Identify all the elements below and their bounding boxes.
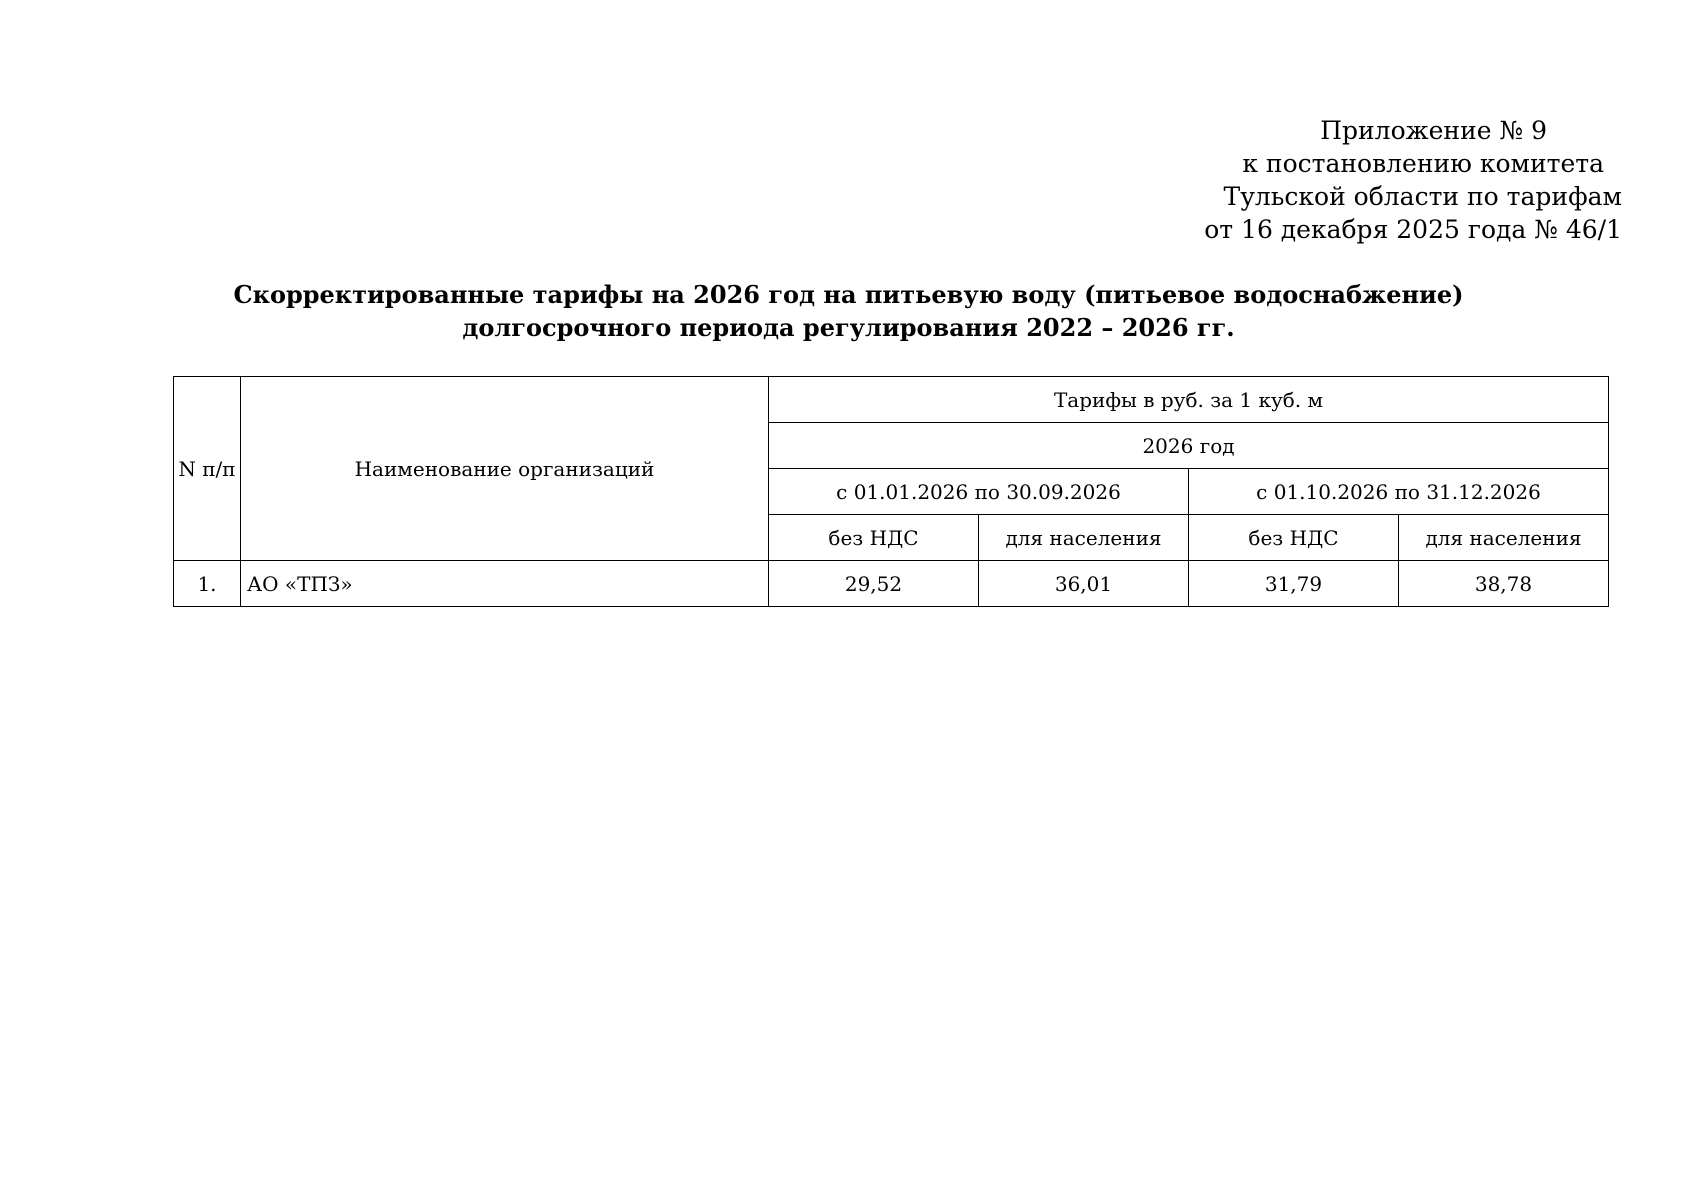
header-period-1: с 01.01.2026 по 30.09.2026	[769, 469, 1189, 515]
header-num: N п/п	[174, 377, 241, 561]
header-period-2-population: для населения	[1399, 515, 1609, 561]
row-period-2-no-vat: 31,79	[1189, 561, 1399, 607]
appendix-number: Приложение № 9	[1320, 116, 1547, 145]
appendix-date: от 16 декабря 2025 года № 46/1	[1204, 215, 1622, 244]
header-year: 2026 год	[769, 423, 1609, 469]
document-title	[0, 278, 1697, 344]
document-title-line-1: Скорректированные тарифы на 2026 год на питьевую воду (питьевое водоснабжение)	[233, 280, 1464, 309]
appendix-reference: к постановлению комитета	[1242, 149, 1604, 178]
row-period-2-population: 38,78	[1399, 561, 1609, 607]
header-period-2: с 01.10.2026 по 31.12.2026	[1189, 469, 1609, 515]
header-organization-name: Наименование организаций	[241, 377, 769, 561]
row-num: 1.	[174, 561, 241, 607]
tariffs-table	[173, 376, 1609, 607]
header-period-1-population: для населения	[979, 515, 1189, 561]
row-period-1-no-vat: 29,52	[769, 561, 979, 607]
row-organization-name: АО «ТПЗ»	[241, 561, 769, 607]
header-tariffs: Тарифы в руб. за 1 куб. м	[769, 377, 1609, 423]
appendix-committee: Тульской области по тарифам	[1223, 182, 1622, 211]
table-row	[174, 561, 1609, 607]
header-period-1-no-vat: без НДС	[769, 515, 979, 561]
appendix-header	[1022, 114, 1622, 246]
document-title-line-2: долгосрочного периода регулирования 2022 – 2026 гг.	[462, 313, 1235, 342]
header-period-2-no-vat: без НДС	[1189, 515, 1399, 561]
row-period-1-population: 36,01	[979, 561, 1189, 607]
table-header-row	[174, 377, 1609, 423]
